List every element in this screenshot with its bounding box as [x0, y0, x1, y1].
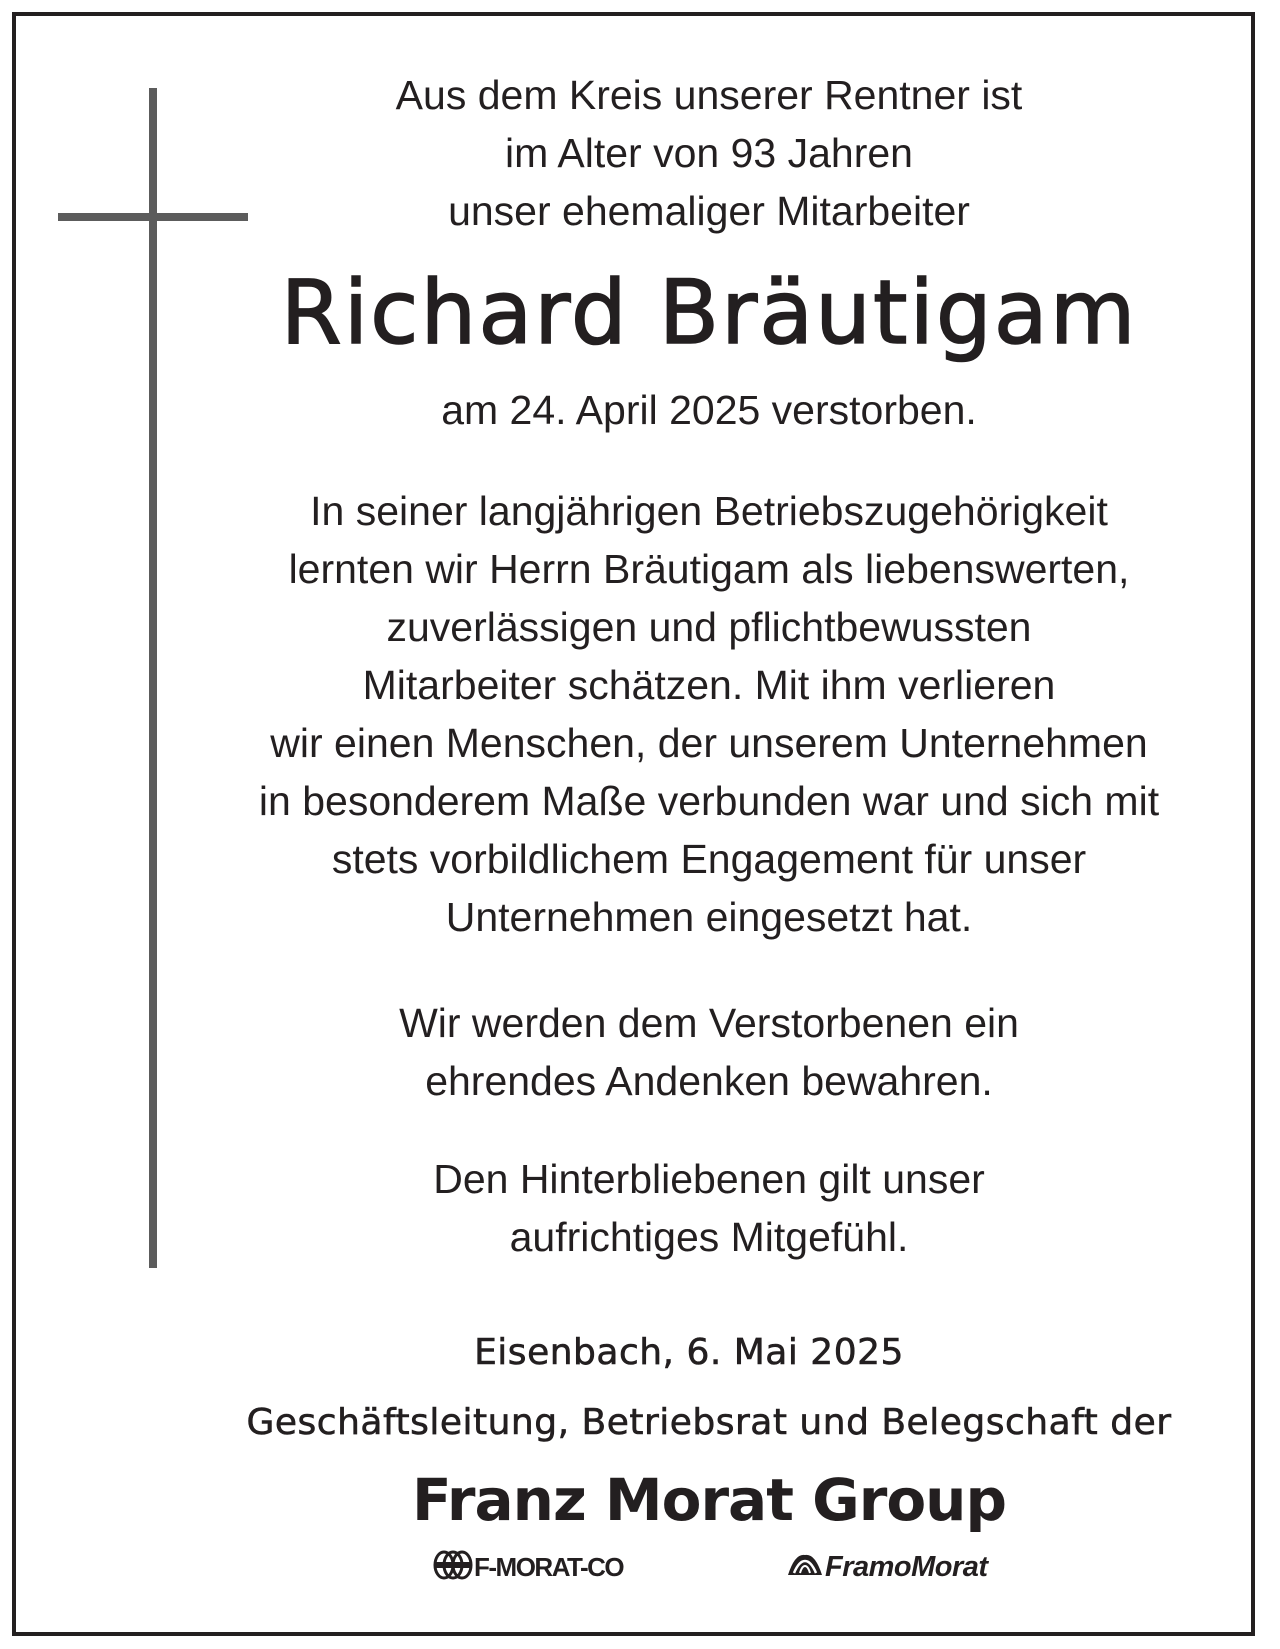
paragraph1-line-8: Unternehmen eingesetzt hat. [445, 894, 973, 940]
paragraph1-line-3: zuverlässigen und pflichtbewussten [386, 604, 1032, 650]
paragraph1-line-5: wir einen Menschen, der unserem Unternehmen [270, 720, 1148, 766]
deceased-name: Richard Bräutigam [280, 261, 1138, 364]
paragraph1-line-1: In seiner langjährigen Betriebszugehörigkeit [310, 488, 1108, 534]
paragraph1-line-4: Mitarbeiter schätzen. Mit ihm verlieren [362, 662, 1056, 708]
place-date: Eisenbach, 6. Mai 2025 [474, 1332, 904, 1373]
paragraph1-line-2: lernten wir Herrn Bräutigam als liebenswerten, [288, 546, 1130, 592]
paragraph2-line-2: ehrendes Andenken bewahren. [425, 1058, 993, 1104]
paragraph2-line-1: Wir werden dem Verstorbenen ein [399, 1000, 1019, 1046]
framo-morat-logo-icon [785, 1551, 825, 1584]
f-morat-co-logo-text: F-MORAT-CO [474, 1551, 624, 1582]
signatories: Geschäftsleitung, Betriebsrat und Belegschaft der [246, 1402, 1172, 1443]
intro-line-1: Aus dem Kreis unserer Rentner ist [395, 72, 1023, 118]
paragraph1-line-6: in besonderem Maße verbunden war und sich mit [258, 778, 1160, 824]
company-name: Franz Morat Group [412, 1466, 1006, 1534]
framo-morat-logo [785, 1547, 988, 1587]
death-date-line: am 24. April 2025 verstorben. [441, 387, 977, 433]
intro-line-2: im Alter von 93 Jahren [505, 130, 913, 176]
paragraph3-line-2: aufrichtiges Mitgefühl. [509, 1214, 909, 1260]
intro-line-3: unser ehemaliger Mitarbeiter [448, 188, 970, 234]
f-morat-co-logo [432, 1547, 623, 1587]
framo-morat-logo-text: FramoMorat [825, 1550, 988, 1583]
f-morat-co-logo-icon [432, 1548, 474, 1587]
paragraph3-line-1: Den Hinterbliebenen gilt unser [433, 1156, 985, 1202]
paragraph1-line-7: stets vorbildlichem Engagement für unser [331, 836, 1087, 882]
